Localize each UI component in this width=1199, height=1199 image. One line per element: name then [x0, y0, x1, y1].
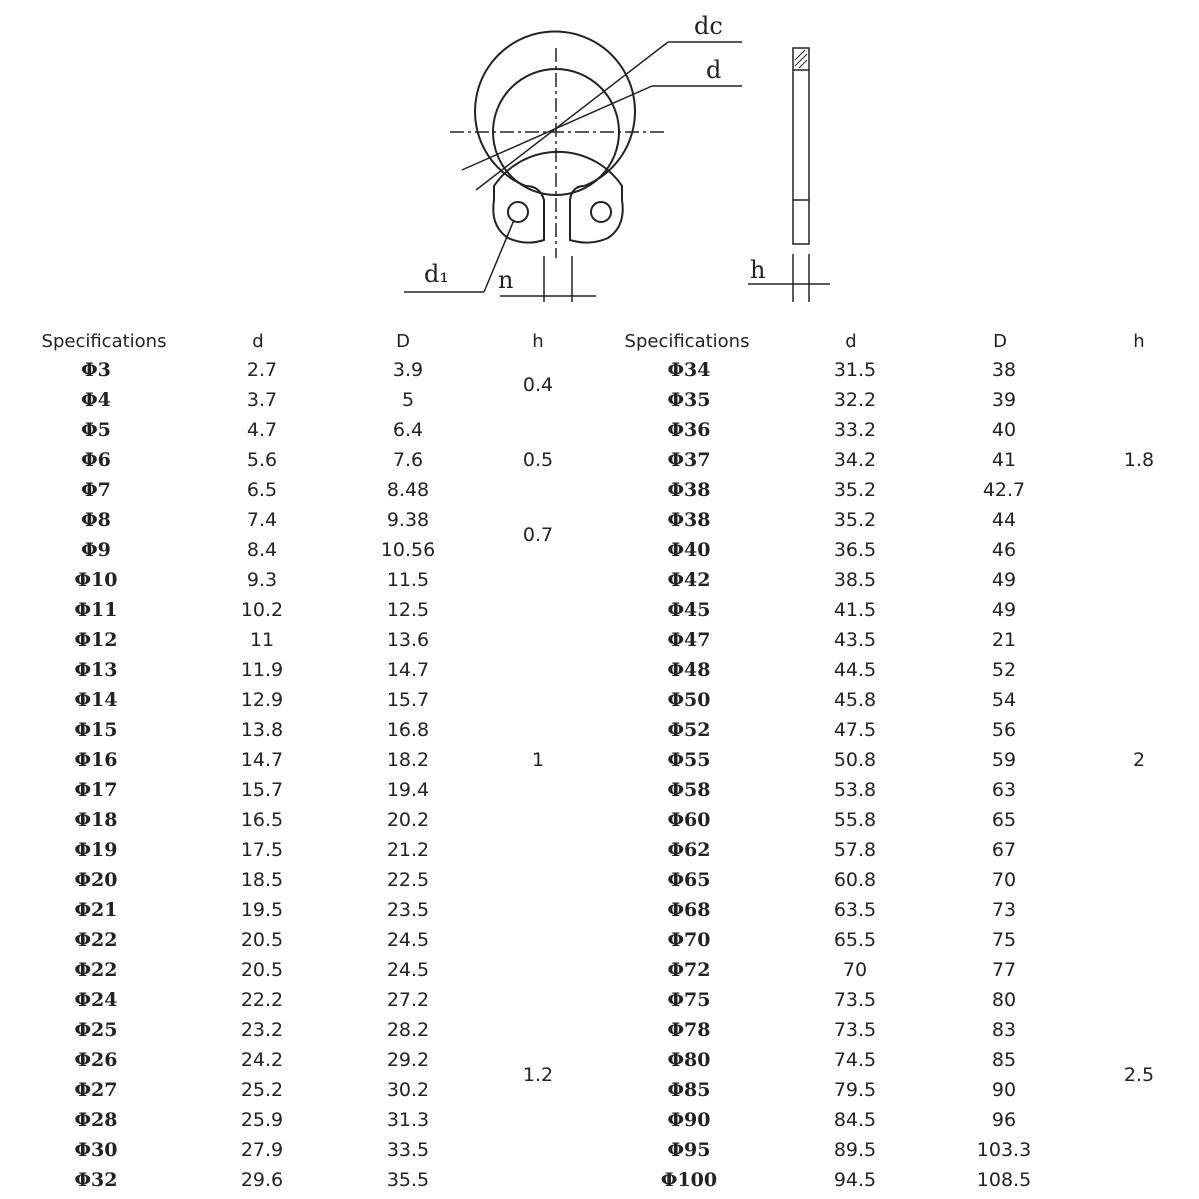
d-cell: 24.2	[240, 1049, 284, 1071]
d-cell: 6.5	[246, 479, 278, 501]
d-cell: 89.5	[833, 1139, 877, 1161]
table-row	[600, 355, 1199, 385]
spec-cell: Φ45	[667, 599, 711, 621]
h-value: 0.4	[522, 374, 554, 396]
D-cell: 83	[991, 1019, 1017, 1041]
d-cell: 94.5	[833, 1169, 877, 1191]
D-cell: 21	[991, 629, 1017, 651]
spec-cell: Φ52	[667, 719, 711, 741]
table-row	[0, 895, 600, 925]
D-cell: 31.3	[386, 1109, 430, 1131]
d-cell: 29.6	[240, 1169, 284, 1191]
table-row	[0, 655, 600, 685]
spec-cell: Φ7	[81, 479, 111, 501]
right-lug-hole	[591, 202, 611, 222]
d-cell: 65.5	[833, 929, 877, 951]
h-value: 1.8	[1123, 449, 1155, 471]
d-cell: 5.6	[246, 449, 278, 471]
spec-cell: Φ80	[667, 1049, 711, 1071]
table-row	[0, 1165, 600, 1195]
retaining-ring-diagram	[0, 0, 1199, 320]
D-cell: 27.2	[386, 989, 430, 1011]
d-cell: 20.5	[240, 929, 284, 951]
table-row	[0, 1015, 600, 1045]
table-row	[600, 625, 1199, 655]
d-cell: 57.8	[833, 839, 877, 861]
D-cell: 23.5	[386, 899, 430, 921]
D-cell: 13.6	[386, 629, 430, 651]
D-cell: 39	[991, 389, 1017, 411]
spec-cell: Φ100	[660, 1169, 718, 1191]
D-cell: 46	[991, 539, 1017, 561]
spec-cell: Φ21	[74, 899, 118, 921]
D-cell: 73	[991, 899, 1017, 921]
D-cell: 24.5	[386, 959, 430, 981]
D-cell: 24.5	[386, 929, 430, 951]
table-row	[600, 685, 1199, 715]
spec-cell: Φ10	[74, 569, 118, 591]
table-row	[600, 805, 1199, 835]
spec-cell: Φ3	[81, 359, 111, 381]
D-cell: 28.2	[386, 1019, 430, 1041]
d-cell: 60.8	[833, 869, 877, 891]
spec-cell: Φ35	[667, 389, 711, 411]
d-cell: 8.4	[246, 539, 278, 561]
d-cell: 11	[249, 629, 275, 651]
d-cell: 13.8	[240, 719, 284, 741]
d-cell: 11.9	[240, 659, 284, 681]
spec-cell: Φ38	[667, 479, 711, 501]
spec-cell: Φ28	[74, 1109, 118, 1131]
table-row	[600, 535, 1199, 565]
spec-cell: Φ40	[667, 539, 711, 561]
D-cell: 3.9	[392, 359, 424, 381]
spec-cell: Φ42	[667, 569, 711, 591]
table-row	[600, 955, 1199, 985]
table-row	[600, 1135, 1199, 1165]
d-cell: 17.5	[240, 839, 284, 861]
D-cell: 33.5	[386, 1139, 430, 1161]
spec-cell: Φ20	[74, 869, 118, 891]
spec-cell: Φ62	[667, 839, 711, 861]
D-cell: 19.4	[386, 779, 430, 801]
d-cell: 22.2	[240, 989, 284, 1011]
table-row	[600, 895, 1199, 925]
D-cell: 29.2	[386, 1049, 430, 1071]
D-cell: 5	[401, 389, 415, 411]
d-cell: 31.5	[833, 359, 877, 381]
D-cell: 14.7	[386, 659, 430, 681]
D-cell: 12.5	[386, 599, 430, 621]
table-row	[0, 715, 600, 745]
d-cell: 43.5	[833, 629, 877, 651]
table-row	[600, 835, 1199, 865]
spec-cell: Φ75	[667, 989, 711, 1011]
d-cell: 33.2	[833, 419, 877, 441]
D-cell: 10.56	[380, 539, 436, 561]
D-cell: 6.4	[392, 419, 424, 441]
spec-cell: Φ78	[667, 1019, 711, 1041]
spec-cell: Φ4	[81, 389, 111, 411]
d-cell: 36.5	[833, 539, 877, 561]
d-cell: 23.2	[240, 1019, 284, 1041]
spec-cell: Φ5	[81, 419, 111, 441]
d-cell: 10.2	[240, 599, 284, 621]
table-row	[600, 1105, 1199, 1135]
d-cell: 35.2	[833, 509, 877, 531]
D-cell: 108.5	[976, 1169, 1032, 1191]
table-row	[0, 925, 600, 955]
d-cell: 32.2	[833, 389, 877, 411]
spec-cell: Φ9	[81, 539, 111, 561]
D-cell: 77	[991, 959, 1017, 981]
D-cell: 56	[991, 719, 1017, 741]
table-row	[0, 415, 600, 445]
d-cell: 73.5	[833, 1019, 877, 1041]
spec-cell: Φ58	[667, 779, 711, 801]
spec-cell: Φ13	[74, 659, 118, 681]
spec-cell: Φ18	[74, 809, 118, 831]
table-row	[0, 625, 600, 655]
table-row	[0, 865, 600, 895]
d-cell: 63.5	[833, 899, 877, 921]
d-cell: 25.9	[240, 1109, 284, 1131]
D-cell: 54	[991, 689, 1017, 711]
d-cell: 79.5	[833, 1079, 877, 1101]
D-cell: 49	[991, 569, 1017, 591]
table-row	[600, 775, 1199, 805]
D-cell: 40	[991, 419, 1017, 441]
table-row	[600, 595, 1199, 625]
table-row	[0, 805, 600, 835]
spec-cell: Φ22	[74, 959, 118, 981]
header-d: d	[845, 331, 857, 352]
d-cell: 27.9	[240, 1139, 284, 1161]
header-specifications: Specifications	[624, 331, 750, 352]
table-row	[600, 1165, 1199, 1195]
spec-cell: Φ6	[81, 449, 111, 471]
d-cell: 7.4	[246, 509, 278, 531]
D-cell: 20.2	[386, 809, 430, 831]
spec-cell: Φ17	[74, 779, 118, 801]
d-cell: 47.5	[833, 719, 877, 741]
spec-cell: Φ95	[667, 1139, 711, 1161]
table-row	[600, 505, 1199, 535]
d-cell: 15.7	[240, 779, 284, 801]
d-cell: 73.5	[833, 989, 877, 1011]
table-row	[0, 475, 600, 505]
table-row	[600, 865, 1199, 895]
D-cell: 38	[991, 359, 1017, 381]
spec-cell: Φ90	[667, 1109, 711, 1131]
table-row	[600, 985, 1199, 1015]
D-cell: 21.2	[386, 839, 430, 861]
D-cell: 8.48	[386, 479, 430, 501]
spec-table-right	[600, 325, 1199, 1195]
d-cell: 16.5	[240, 809, 284, 831]
spec-cell: Φ34	[667, 359, 711, 381]
D-cell: 11.5	[386, 569, 430, 591]
d-cell: 4.7	[246, 419, 278, 441]
d-cell: 45.8	[833, 689, 877, 711]
table-row	[0, 955, 600, 985]
spec-cell: Φ50	[667, 689, 711, 711]
label-d1: d₁	[424, 260, 449, 288]
header-d: d	[252, 331, 264, 352]
spec-table-left	[0, 325, 600, 1195]
h-value: 0.5	[522, 449, 554, 471]
D-cell: 35.5	[386, 1169, 430, 1191]
spec-cell: Φ24	[74, 989, 118, 1011]
table-row	[600, 655, 1199, 685]
D-cell: 18.2	[386, 749, 430, 771]
D-cell: 85	[991, 1049, 1017, 1071]
d-cell: 35.2	[833, 479, 877, 501]
left-lug-hole	[508, 202, 528, 222]
D-cell: 63	[991, 779, 1017, 801]
table-row	[600, 565, 1199, 595]
d-cell: 70	[842, 959, 868, 981]
d-cell: 14.7	[240, 749, 284, 771]
spec-cell: Φ12	[74, 629, 118, 651]
D-cell: 9.38	[386, 509, 430, 531]
D-cell: 16.8	[386, 719, 430, 741]
spec-cell: Φ55	[667, 749, 711, 771]
table-row	[0, 1105, 600, 1135]
D-cell: 59	[991, 749, 1017, 771]
D-cell: 49	[991, 599, 1017, 621]
spec-cell: Φ15	[74, 719, 118, 741]
d-cell: 18.5	[240, 869, 284, 891]
header-D: D	[396, 331, 410, 352]
table-row	[600, 415, 1199, 445]
spec-cell: Φ22	[74, 929, 118, 951]
D-cell: 90	[991, 1079, 1017, 1101]
header-D: D	[993, 331, 1007, 352]
d-cell: 19.5	[240, 899, 284, 921]
d-cell: 44.5	[833, 659, 877, 681]
table-row	[0, 595, 600, 625]
d-cell: 55.8	[833, 809, 877, 831]
header-h: h	[1133, 331, 1145, 352]
d-cell: 3.7	[246, 389, 278, 411]
D-cell: 52	[991, 659, 1017, 681]
table-row	[600, 475, 1199, 505]
D-cell: 7.6	[392, 449, 424, 471]
d-cell: 53.8	[833, 779, 877, 801]
label-d: d	[706, 56, 722, 84]
D-cell: 70	[991, 869, 1017, 891]
d-cell: 74.5	[833, 1049, 877, 1071]
spec-cell: Φ38	[667, 509, 711, 531]
d-cell: 25.2	[240, 1079, 284, 1101]
spec-cell: Φ36	[667, 419, 711, 441]
D-cell: 22.5	[386, 869, 430, 891]
table-row	[600, 925, 1199, 955]
d-cell: 84.5	[833, 1109, 877, 1131]
table-row	[0, 775, 600, 805]
spec-cell: Φ32	[74, 1169, 118, 1191]
D-cell: 65	[991, 809, 1017, 831]
h-value: 2.5	[1123, 1064, 1155, 1086]
D-cell: 67	[991, 839, 1017, 861]
D-cell: 96	[991, 1109, 1017, 1131]
h-value: 1.2	[522, 1064, 554, 1086]
spec-cell: Φ14	[74, 689, 118, 711]
d-cell: 12.9	[240, 689, 284, 711]
spec-cell: Φ16	[74, 749, 118, 771]
spec-cell: Φ47	[667, 629, 711, 651]
table-row	[0, 685, 600, 715]
header-specifications: Specifications	[41, 331, 167, 352]
d-cell: 34.2	[833, 449, 877, 471]
D-cell: 15.7	[386, 689, 430, 711]
label-h: h	[750, 256, 766, 284]
h-value: 2	[1132, 749, 1146, 771]
spec-cell: Φ27	[74, 1079, 118, 1101]
d-cell: 20.5	[240, 959, 284, 981]
spec-cell: Φ11	[74, 599, 118, 621]
spec-cell: Φ25	[74, 1019, 118, 1041]
table-row	[600, 385, 1199, 415]
h-value: 0.7	[522, 524, 554, 546]
spec-cell: Φ8	[81, 509, 111, 531]
D-cell: 75	[991, 929, 1017, 951]
spec-cell: Φ72	[667, 959, 711, 981]
table-row	[0, 565, 600, 595]
table-row	[0, 835, 600, 865]
label-n: n	[498, 266, 514, 294]
spec-cell: Φ37	[667, 449, 711, 471]
d-cell: 9.3	[246, 569, 278, 591]
d-cell: 41.5	[833, 599, 877, 621]
spec-cell: Φ48	[667, 659, 711, 681]
D-cell: 44	[991, 509, 1017, 531]
h-value: 1	[531, 749, 545, 771]
table-row	[0, 1135, 600, 1165]
spec-cell: Φ19	[74, 839, 118, 861]
table-row	[600, 715, 1199, 745]
D-cell: 103.3	[976, 1139, 1032, 1161]
header-h: h	[532, 331, 544, 352]
spec-cell: Φ85	[667, 1079, 711, 1101]
spec-cell: Φ30	[74, 1139, 118, 1161]
spec-cell: Φ60	[667, 809, 711, 831]
D-cell: 41	[991, 449, 1017, 471]
d-cell: 38.5	[833, 569, 877, 591]
spec-cell: Φ26	[74, 1049, 118, 1071]
D-cell: 80	[991, 989, 1017, 1011]
D-cell: 42.7	[982, 479, 1026, 501]
label-dc: dc	[694, 12, 723, 40]
D-cell: 30.2	[386, 1079, 430, 1101]
table-row	[600, 1015, 1199, 1045]
table-row	[0, 985, 600, 1015]
spec-cell: Φ65	[667, 869, 711, 891]
d-cell: 2.7	[246, 359, 278, 381]
spec-cell: Φ68	[667, 899, 711, 921]
d-cell: 50.8	[833, 749, 877, 771]
spec-cell: Φ70	[667, 929, 711, 951]
